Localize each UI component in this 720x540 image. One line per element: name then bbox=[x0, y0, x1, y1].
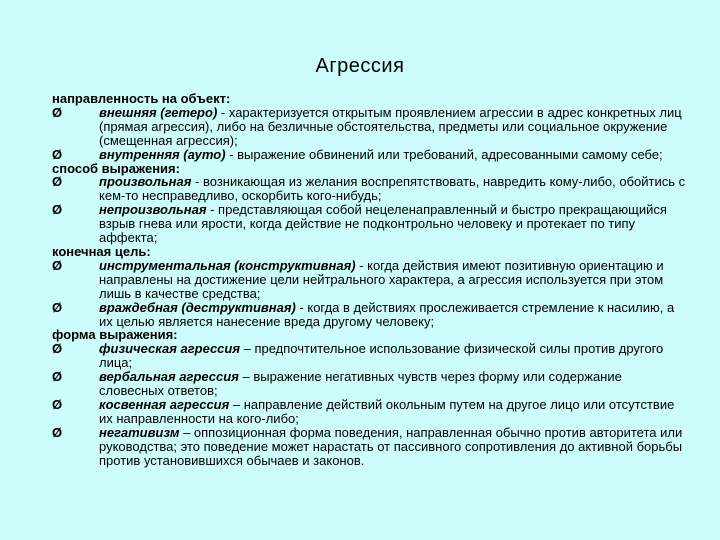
item-description: - характеризуется открытым проявлением агрессии в адрес конкретных лиц (прямая агрессия), либо на безличные обстоятельства, предметы или социальное окружение (смещенная агрессия); bbox=[99, 104, 682, 148]
item-description: – предпочтительное использование физической силы против другого лица; bbox=[99, 341, 664, 371]
list-item bbox=[52, 148, 688, 162]
list-item bbox=[52, 175, 688, 203]
item-term: инструментальная (конструктивная) bbox=[99, 257, 356, 273]
item-term: внешняя (гетеро) bbox=[99, 104, 218, 120]
list-item bbox=[52, 370, 688, 398]
item-term: непроизвольная bbox=[99, 202, 207, 218]
list-item bbox=[52, 426, 688, 468]
item-term: враждебная (деструктивная) bbox=[99, 299, 296, 315]
section-heading: направленность на объект: bbox=[52, 91, 231, 106]
item-term: вербальная агрессия bbox=[99, 369, 239, 385]
page-title: Агрессия bbox=[315, 55, 405, 77]
list-item bbox=[52, 398, 688, 426]
item-description: - когда в действиях прослеживается стремление к насилию, а их целью является нанесение вреда другому человеку; bbox=[99, 299, 675, 329]
item-description: – выражение негативных чувств через форму или содержание словесных ответов; bbox=[99, 369, 622, 399]
section-heading: способ выражения: bbox=[52, 160, 180, 176]
section-heading: форма выражения: bbox=[52, 327, 178, 343]
item-description: - когда действия имеют позитивную ориентацию и направлены на достижение цели нейтрального характера, а агрессия используется при этом лишь в качестве средства; bbox=[99, 257, 664, 301]
item-description: - представляющая собой нецеленаправленный и быстро прекращающийся взрыв гнева или ярости, когда действие не подконтрольно человеку и протекает по типу аффекта; bbox=[99, 202, 667, 246]
arrow-bullet-icon: Ø bbox=[52, 424, 63, 440]
content-body bbox=[52, 92, 688, 467]
item-term: произвольная bbox=[99, 174, 192, 190]
item-description: - выражение обвинений или требований, адресованными самому себе; bbox=[225, 146, 663, 162]
item-description: – направление действий окольным путем на другое лицо или отсутствие их направленности на кого-либо; bbox=[99, 396, 675, 426]
arrow-bullet-icon: Ø bbox=[52, 146, 63, 162]
arrow-bullet-icon: Ø bbox=[52, 257, 63, 273]
section-heading: конечная цель: bbox=[52, 243, 151, 259]
arrow-bullet-icon: Ø bbox=[52, 174, 63, 190]
list-item bbox=[52, 203, 688, 245]
arrow-bullet-icon: Ø bbox=[52, 104, 63, 120]
list-item bbox=[52, 259, 688, 301]
arrow-bullet-icon: Ø bbox=[52, 341, 63, 357]
arrow-bullet-icon: Ø bbox=[52, 369, 63, 385]
item-description: - возникающая из желания воспрепятствовать, навредить кому-либо, обойтись с кем-то несправедливо, оскорбить кого-нибудь; bbox=[99, 174, 686, 204]
arrow-bullet-icon: Ø bbox=[52, 202, 63, 218]
item-term: негативизм bbox=[99, 424, 180, 440]
arrow-bullet-icon: Ø bbox=[52, 396, 63, 412]
item-term: косвенная агрессия bbox=[99, 396, 230, 412]
arrow-bullet-icon: Ø bbox=[52, 299, 63, 315]
item-term: физическая агрессия bbox=[99, 341, 241, 357]
list-item bbox=[52, 106, 688, 148]
list-item bbox=[52, 301, 688, 329]
list-item bbox=[52, 342, 688, 370]
item-term: внутренняя (ауто) bbox=[99, 146, 226, 162]
item-description: – оппозиционная форма поведения, направленная обычно против авторитета или руководства; это поведение может нарастать от пассивного сопротивления до активной борьбы против установившихся обычаев и законов. bbox=[99, 424, 683, 468]
